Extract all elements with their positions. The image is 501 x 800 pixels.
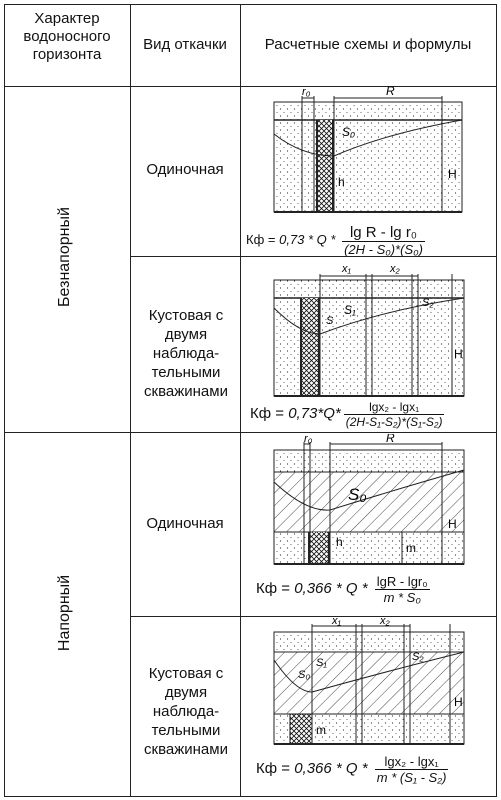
label-S2: S₂ bbox=[422, 297, 434, 309]
label-x1: x₁ bbox=[342, 263, 351, 275]
label-x2: x₂ bbox=[380, 616, 390, 627]
label-S0: S₀ bbox=[298, 669, 310, 681]
table-border-top bbox=[4, 4, 497, 5]
scheme-unconfined-cluster bbox=[244, 258, 494, 400]
formula-unconfined-cluster: Кф = 0,73*Q* $\frac{\text{lgx₂ - lgx₁}}{\text{(2H-S₁-S₂)*(S₁-S₂)}}$ bbox=[250, 400, 443, 429]
label-H: H bbox=[448, 167, 457, 181]
label-r0: r₀ bbox=[304, 434, 313, 445]
label-m: m bbox=[406, 541, 416, 555]
scheme-confined-single bbox=[244, 434, 494, 568]
formula-unconfined-single: Кф = 0,73 * Q * $\frac{\text{lg R - lg r₀}}{\text{(2H - S₀)*(S₀)}}$ bbox=[246, 224, 423, 257]
label-m: m bbox=[316, 723, 326, 737]
label-r0: r₀ bbox=[302, 86, 311, 98]
label-h: h bbox=[336, 535, 343, 549]
header-horizon-type: Характер водоносного горизонта bbox=[23, 10, 111, 63]
label-x2: x₂ bbox=[390, 263, 400, 275]
label-H: H bbox=[454, 695, 463, 709]
row-type-cluster: Кустовая с двумя наблюда-тельными скважинами bbox=[144, 665, 228, 758]
table-border-left bbox=[4, 4, 5, 796]
label-H: H bbox=[454, 347, 463, 361]
table-border-right bbox=[496, 4, 497, 796]
scheme-unconfined-single bbox=[244, 86, 494, 216]
label-H: H bbox=[448, 517, 457, 531]
formula-confined-single: Кф = 0,366 * Q * $\frac{\text{lgR - lgr₀}}{\text{m * S₀}}$ bbox=[256, 574, 428, 605]
header-schemes: Расчетные схемы и формулы bbox=[264, 36, 472, 53]
table-border-bottom bbox=[4, 796, 497, 797]
formula-confined-cluster: Кф = 0,366 * Q * $\frac{\text{lgx₂ - lgx₁}}{\text{m * (S₁ - S₂)}}$ bbox=[256, 754, 447, 785]
row-type-single: Одиночная bbox=[146, 515, 224, 532]
label-x1: x₁ bbox=[332, 616, 341, 627]
row-type-single: Одиночная bbox=[146, 161, 224, 178]
label-S0: S₀ bbox=[342, 125, 356, 139]
section-confined: Напорный bbox=[56, 574, 73, 652]
label-S1: S₁ bbox=[316, 657, 327, 669]
label-R: R bbox=[386, 434, 395, 445]
label-R: R bbox=[386, 86, 395, 98]
row-type-cluster: Кустовая с двумя наблюда-тельными скважинами bbox=[144, 307, 228, 400]
section-unconfined: Безнапорный bbox=[56, 207, 73, 307]
section-divider bbox=[4, 432, 497, 433]
label-S: S bbox=[326, 315, 334, 327]
label-S2: S₂ bbox=[412, 651, 424, 663]
column-divider bbox=[240, 4, 241, 796]
label-h: h bbox=[338, 175, 345, 189]
column-divider bbox=[130, 4, 131, 796]
label-S0: S₀ bbox=[348, 485, 367, 504]
header-pumping-type: Вид откачки bbox=[143, 36, 227, 53]
scheme-confined-cluster bbox=[244, 616, 494, 748]
label-S1: S₁ bbox=[344, 303, 356, 317]
